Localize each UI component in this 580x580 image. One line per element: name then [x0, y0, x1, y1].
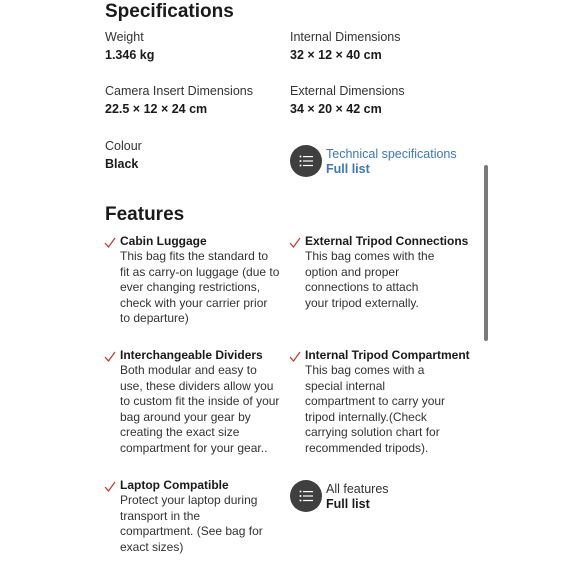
spec-value: 34 × 20 × 42 cm — [290, 102, 382, 116]
spec-value: 1.346 kg — [105, 48, 155, 62]
list-icon — [290, 145, 322, 177]
technical-specifications-label: Technical specifications — [326, 146, 457, 161]
spec-label: External Dimensions — [290, 84, 405, 98]
spec-label: Colour — [105, 139, 142, 153]
feature-description: This bag comes with the option and proper connections to attach your tripod externally. — [305, 249, 435, 310]
check-icon — [289, 351, 301, 363]
spec-value: 22.5 × 12 × 24 cm — [105, 102, 208, 116]
spec-external-dimensions — [290, 84, 405, 116]
all-features-link[interactable] — [290, 480, 389, 512]
spec-label: Camera Insert Dimensions — [105, 84, 253, 98]
spec-label: Internal Dimensions — [290, 30, 401, 44]
check-icon — [289, 237, 301, 249]
feature-cabin-luggage — [104, 234, 280, 327]
feature-title: Laptop Compatible — [120, 478, 229, 492]
feature-description: This bag fits the standard to fit as carry-on luggage (due to ever changing restrictions, check with your carrier prior to departure) — [120, 249, 280, 325]
full-list-label: Full list — [326, 496, 370, 511]
feature-internal-tripod — [289, 348, 475, 456]
features-heading: Features — [105, 204, 185, 225]
feature-title: External Tripod Connections — [305, 234, 469, 248]
full-list-label: Full list — [326, 161, 370, 176]
spec-value: Black — [105, 157, 139, 171]
check-icon — [104, 237, 116, 249]
list-icon — [290, 480, 322, 512]
feature-title: Interchangeable Dividers — [120, 348, 263, 362]
feature-title: Internal Tripod Compartment — [305, 348, 470, 362]
technical-specifications-link[interactable] — [290, 145, 457, 177]
spec-label: Weight — [105, 30, 144, 44]
feature-laptop-compatible — [104, 478, 270, 555]
feature-description: Protect your laptop during transport in the compartment. (See bag for exact sizes) — [120, 493, 263, 554]
feature-description: This bag comes with a special internal compartment to carry your tripod internally.(Check carrying solution chart for recommended tripods). — [305, 363, 446, 455]
feature-description: Both modular and easy to use, these dividers allow you to custom fit the inside of your bag around your gear by creating the exact size compartment for your gear.. — [120, 363, 280, 455]
spec-internal-dimensions — [290, 30, 400, 62]
spec-colour — [105, 139, 142, 171]
all-features-label: All features — [326, 481, 389, 496]
feature-external-tripod — [289, 234, 470, 311]
scrollbar-thumb[interactable] — [484, 165, 488, 341]
check-icon — [104, 481, 116, 493]
spec-value: 32 × 12 × 40 cm — [290, 48, 382, 62]
specifications-heading: Specifications — [105, 1, 234, 22]
feature-interchangeable-dividers — [104, 348, 280, 456]
check-icon — [104, 351, 116, 363]
spec-camera-insert — [105, 84, 253, 116]
feature-title: Cabin Luggage — [120, 234, 207, 248]
spec-weight — [105, 30, 154, 62]
